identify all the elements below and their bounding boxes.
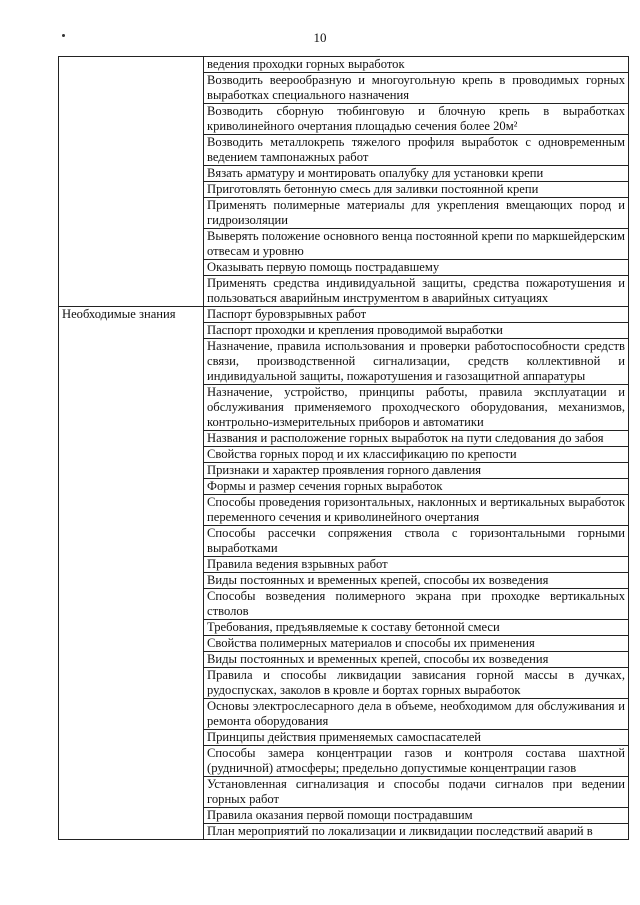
table-cell: Виды постоянных и временных крепей, способы их возведения [204,573,629,589]
table-cell: Оказывать первую помощь пострадавшему [204,260,629,276]
table-cell: Установленная сигнализация и способы подачи сигналов при ведении горных работ [204,777,629,808]
table-cell: Правила оказания первой помощи пострадавшим [204,808,629,824]
table-cell: Выверять положение основного венца постоянной крепи по маркшейдерским отвесам и уровню [204,229,629,260]
table-cell: Свойства горных пород и их классификацию по крепости [204,447,629,463]
table-cell: Свойства полимерных материалов и способы их применения [204,636,629,652]
table-cell: Основы электрослесарного дела в объеме, необходимом для обслуживания и ремонта оборудования [204,699,629,730]
table-row [59,307,629,323]
page-number: 10 [313,30,327,45]
table-cell: Способы рассечки сопряжения ствола с горизонтальными горными выработками [204,526,629,557]
table-cell: Применять полимерные материалы для укрепления вмещающих пород и гидроизоляции [204,198,629,229]
table-cell: Способы замера концентрации газов и контроля состава шахтной (рудничной) атмосферы; предельно допустимые концентрации газов [204,746,629,777]
table-cell: Возводить металлокрепь тяжелого профиля выработок с одновременным ведением тампонажных работ [204,135,629,166]
section-label: Необходимые знания [59,307,204,840]
table-cell: Приготовлять бетонную смесь для заливки постоянной крепи [204,182,629,198]
table-cell: Формы и размер сечения горных выработок [204,479,629,495]
competency-table [58,56,629,840]
table-cell: Способы возведения полимерного экрана при проходке вертикальных стволов [204,589,629,620]
table-cell: Признаки и характер проявления горного давления [204,463,629,479]
table-row [59,57,629,73]
table-cell: Правила ведения взрывных работ [204,557,629,573]
table-cell: План мероприятий по локализации и ликвидации последствий аварий в [204,824,629,840]
section-label-empty [59,57,204,307]
table-cell: Принципы действия применяемых самоспасателей [204,730,629,746]
table-cell: Возводить сборную тюбинговую и блочную крепь в выработках криволинейного очертания площадью сечения более 20м² [204,104,629,135]
skills-section [59,57,629,307]
table-cell: Назначение, устройство, принципы работы, правила эксплуатации и обслуживания применяемого проходческого оборудования, механизмов, контрольно-измерительных приборов и автоматики [204,385,629,431]
table-cell: Применять средства индивидуальной защиты, средства пожаротушения и пользоваться аварийным инструментом в аварийных ситуациях [204,276,629,307]
table-cell: Вязать арматуру и монтировать опалубку для установки крепи [204,166,629,182]
table-cell: Способы проведения горизонтальных, наклонных и вертикальных выработок переменного сечения и криволинейного очертания [204,495,629,526]
table-cell: Назначение, правила использования и проверки работоспособности средств связи, производственной сигнализации, средств коллективной и индивидуальной защиты, пожаротушения и газозащитной аппаратуры [204,339,629,385]
table-cell: ведения проходки горных выработок [204,57,629,73]
table-cell: Виды постоянных и временных крепей, способы их возведения [204,652,629,668]
table-cell: Названия и расположение горных выработок на пути следования до забоя [204,431,629,447]
table-cell: Правила и способы ликвидации зависания горной массы в дучках, рудоспусках, заколов в кровле и бортах горных выработок [204,668,629,699]
table-cell: Паспорт проходки и крепления проводимой выработки [204,323,629,339]
table-cell: Возводить веерообразную и многоугольную крепь в проводимых горных выработках специального назначения [204,73,629,104]
table-cell: Требования, предъявляемые к составу бетонной смеси [204,620,629,636]
table-cell: Паспорт буровзрывных работ [204,307,629,323]
knowledge-section [59,307,629,840]
